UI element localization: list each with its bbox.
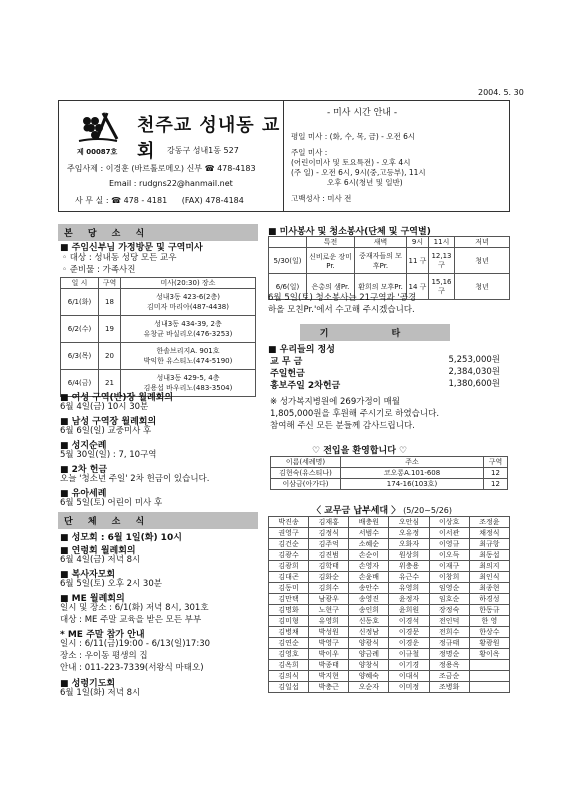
mass-line: (주 일) - 오전 6시, 9시(중,고등부), 11시 — [291, 168, 426, 177]
venue-address: 성내3동 429-5, 4층 — [156, 374, 220, 382]
service-title: ■ 미사봉사 및 청소봉사(단체 및 구역별) — [268, 227, 431, 237]
group-item-title: ■ ME 월례회의 — [60, 594, 125, 604]
group-item-text: 장소 : 우이동 평생의 집 — [60, 651, 148, 661]
table-cell: 6/6(일) — [269, 274, 307, 300]
bulletin-date: 2004. 5. 30 — [478, 88, 524, 97]
payer-name: 권영구 — [269, 528, 309, 539]
venue-address: 성내3동 434-39, 2층 — [154, 320, 222, 328]
phone-icon: ☎ — [111, 196, 122, 205]
payer-name: 김미형 — [269, 616, 309, 627]
payer-name: 손윤배 — [349, 572, 389, 583]
payer-name: 이상호 — [429, 517, 469, 528]
payer-name: 김병채 — [269, 627, 309, 638]
payer-name: 김학태 — [309, 561, 349, 572]
offering-value: 5,253,000원 — [448, 355, 500, 365]
payer-name: 황광원 — [469, 638, 509, 649]
payer-name: 조금순 — [429, 671, 469, 682]
welfare-note: 1,805,000원을 후원해 주시기로 하였습니다. — [270, 409, 440, 419]
table-header: 미사(20:30) 장소 — [121, 278, 256, 289]
table-cell: 12,13 구 — [429, 248, 455, 274]
payer-name: 황이옥 — [469, 649, 509, 660]
offering-value: 1,380,600원 — [448, 379, 500, 389]
table-row — [269, 517, 510, 528]
service-note: 하올 모친Pr.'에서 수고해 주시겠습니다. — [268, 305, 415, 315]
table-row — [269, 528, 510, 539]
parish-news-heading: 본 당 소 식 — [58, 224, 258, 241]
payer-name: 한 영 — [469, 616, 509, 627]
payer-name: 양혜숙 — [349, 671, 389, 682]
payers-period: (5/20~5/26) — [403, 506, 453, 515]
table-cell: 20 — [99, 343, 121, 370]
payer-name: 전희수 — [429, 627, 469, 638]
service-table — [268, 236, 510, 300]
payer-name: 이미정 — [389, 682, 429, 693]
bulletin-header — [58, 100, 510, 212]
payer-name: 유근수 — [389, 572, 429, 583]
payer-name: 원상희 — [389, 550, 429, 561]
payer-name: 정용옥 — [429, 660, 469, 671]
group-item-title: ■ 성모회 : 6월 1일(화) 10시 — [60, 533, 182, 543]
payer-name: 김주억 — [309, 539, 349, 550]
payer-name: 임영순 — [429, 583, 469, 594]
newcomers-table — [270, 456, 508, 490]
payer-name: 박충근 — [309, 682, 349, 693]
payer-name: 김연순 — [269, 638, 309, 649]
etc-heading: 기 타 — [300, 324, 450, 341]
payer-name: 김의식 — [269, 671, 309, 682]
payer-name: 장정숙 — [429, 605, 469, 616]
table-row — [269, 550, 510, 561]
visit-title: ■ 주임신부님 가정방문 및 구역미사 — [60, 243, 203, 253]
payer-name: 박이우 — [309, 649, 349, 660]
table-cell — [121, 343, 256, 370]
visit-line: ◦ 대상 : 성내동 성당 모든 교우 — [62, 253, 177, 263]
payer-name: 임호순 — [429, 594, 469, 605]
phone-icon: ☎ — [204, 164, 215, 173]
payer-name: 최규항 — [469, 539, 509, 550]
notice-item-title: ■ 2차 헌금 — [60, 465, 108, 475]
notice-item-title: ■ 유아세례 — [60, 489, 107, 499]
mass-line: 평일 미사 : (화, 수, 목, 금) - 오전 6시 — [291, 132, 416, 141]
payer-name: 위충용 — [389, 561, 429, 572]
table-row — [269, 627, 510, 638]
payer-name: 양금례 — [349, 649, 389, 660]
venue-host: 김미자 마리아(487-4438) — [147, 303, 229, 311]
table-row — [269, 539, 510, 550]
church-address: 강동구 성내1동 527 — [167, 146, 239, 155]
group-news-heading: 단 체 소 식 — [58, 512, 258, 529]
church-name: 천주교 성내동 교회 — [137, 115, 281, 162]
table-cell: 6/2(수) — [61, 316, 99, 343]
church-info — [59, 101, 284, 211]
notice-item-title: ■ 남성 구역장 월례회의 — [60, 417, 157, 427]
table-cell — [121, 316, 256, 343]
table-header-row — [269, 237, 510, 248]
notice-item-text: 오늘 '청소년 주일' 2차 헌금이 있습니다. — [60, 474, 210, 484]
offering-value: 2,384,030원 — [448, 367, 500, 377]
table-cell: 코오롱A.101-608 — [341, 468, 484, 479]
offering-label: 홍보주일 2차헌금 — [270, 381, 341, 391]
payer-name: 한동규 — [469, 605, 509, 616]
table-row — [269, 660, 510, 671]
payer-name: 이재구 — [429, 561, 469, 572]
table-row — [269, 561, 510, 572]
payer-name: 최동섭 — [469, 550, 509, 561]
payer-name: 신정남 — [349, 627, 389, 638]
table-cell: 15,16 구 — [429, 274, 455, 300]
notice-item-text: 5월 30일(일) : 7, 10구역 — [60, 450, 157, 460]
payer-name: 김만택 — [269, 594, 309, 605]
payer-name: 최의지 — [469, 561, 509, 572]
table-cell: 이삼금(아가다) — [271, 479, 341, 490]
table-cell: 6/1(화) — [61, 289, 99, 316]
payer-name — [469, 682, 509, 693]
table-cell: 18 — [99, 289, 121, 316]
payer-name: 소혜순 — [349, 539, 389, 550]
payer-name: 정규태 — [429, 638, 469, 649]
table-header: 주소 — [341, 457, 484, 468]
payers-heading — [312, 503, 452, 516]
visit-line: ◦ 준비물 : 가족사진 — [62, 265, 136, 275]
group-item-title: ■ 연령회 월례회의 — [60, 546, 136, 556]
payer-name: 박지현 — [309, 671, 349, 682]
offering-label: 교 무 금 — [270, 357, 303, 367]
payer-name: 손영자 — [349, 561, 389, 572]
table-cell: 김현숙(유스티나) — [271, 468, 341, 479]
payer-name: 손순이 — [349, 550, 389, 561]
payer-name: 박성원 — [309, 627, 349, 638]
pastor-name: 주임사제 : 이경훈 (바르톨로메오) 신부 — [67, 164, 203, 173]
payer-name: 박종태 — [309, 660, 349, 671]
payer-name: 최종현 — [469, 583, 509, 594]
office-line — [75, 195, 244, 206]
payer-name: 조병화 — [429, 682, 469, 693]
service-note: 6월 5일(토) 청소봉사는 21구역과 '공경 — [268, 293, 417, 303]
venue-host: 김용섭 바우리노(483-3504) — [143, 384, 233, 392]
pastor-line — [67, 163, 256, 174]
fax-number: (FAX) 478-4184 — [181, 196, 244, 205]
table-cell: 11 구 — [407, 248, 429, 274]
mass-times-title: - 미사 시간 안내 - — [327, 108, 398, 118]
table-row — [269, 248, 510, 274]
payer-name: 오유정 — [389, 528, 429, 539]
table-row — [271, 468, 508, 479]
payer-name: 이대식 — [389, 671, 429, 682]
table-header — [269, 237, 307, 248]
table-cell: 중재자들의 모후Pr. — [355, 248, 407, 274]
payer-name: 조정윤 — [469, 517, 509, 528]
group-item-text: 6월 4일(금) 저녁 8시 — [60, 555, 141, 565]
payer-name: 김재홍 — [309, 517, 349, 528]
table-header: 특전 — [307, 237, 355, 248]
pastor-phone: 478-4183 — [217, 164, 256, 173]
notice-item-text: 6월 5일(토) 어린이 미사 후 — [60, 498, 163, 508]
payers-table — [268, 516, 510, 693]
payer-name: 신동호 — [349, 616, 389, 627]
welfare-note: 참여해 주신 모든 분들께 감사드립니다. — [270, 421, 415, 431]
group-item-text: 대상 : ME 주말 교육을 받은 모든 부부 — [60, 615, 202, 625]
table-cell: 신비로운 장미Pr. — [307, 248, 355, 274]
payer-name: 김광수 — [269, 550, 309, 561]
table-header: 이름(세례명) — [271, 457, 341, 468]
payer-name: 오안심 — [389, 517, 429, 528]
table-cell: 청년 — [455, 274, 510, 300]
newcomers-title: ♡ 전입을 환영합니다 ♡ — [312, 446, 408, 456]
welfare-note: ※ 성가복지병원에 269가정이 매월 — [270, 397, 400, 407]
payer-name: 윤희원 — [389, 605, 429, 616]
payer-name: 김정식 — [309, 528, 349, 539]
table-header: 구역 — [484, 457, 508, 468]
table-cell: 청년 — [455, 248, 510, 274]
payer-name: 김옥희 — [269, 660, 309, 671]
payer-name — [469, 660, 509, 671]
payer-name: 김일섭 — [269, 682, 309, 693]
venue-address: 성내3동 423-6(2층) — [156, 293, 220, 301]
table-cell: 6/4(금) — [61, 370, 99, 397]
mass-line: 고백성사 : 미사 전 — [291, 194, 352, 203]
offering-label: 주일헌금 — [270, 369, 305, 379]
table-cell — [121, 289, 256, 316]
table-row — [269, 616, 510, 627]
payer-name: 오화자 — [389, 539, 429, 550]
payer-name: 채정식 — [469, 528, 509, 539]
table-cell: 5/30(일) — [269, 248, 307, 274]
payer-name: 김건순 — [269, 539, 309, 550]
venue-host: 유창균 바실리오(476-3253) — [143, 330, 233, 338]
group-item-title: ■ 복사자모회 — [60, 570, 116, 580]
payer-name: 양창식 — [349, 660, 389, 671]
payer-name: 양광식 — [349, 638, 389, 649]
office-phone: 478 - 4181 — [123, 196, 168, 205]
issue-number: 제 00087호 — [77, 148, 118, 156]
table-cell: 6/3(목) — [61, 343, 99, 370]
payer-name: 송영진 — [349, 594, 389, 605]
payer-name: 김광희 — [269, 561, 309, 572]
payer-name: 송인희 — [349, 605, 389, 616]
payer-name: 최인식 — [469, 572, 509, 583]
email-address: Email : rudgns22@hanmail.net — [109, 179, 233, 188]
visit-schedule-table — [60, 277, 256, 397]
mass-line: 오후 6시(청년 및 일반) — [327, 178, 403, 187]
payer-name: 송안수 — [349, 583, 389, 594]
venue-host: 박익한 유스티노(474-5190) — [143, 357, 233, 365]
table-row — [269, 649, 510, 660]
payer-name: 이경석 — [389, 616, 429, 627]
table-row — [269, 605, 510, 616]
sincerity-title: ■ 우리들의 정성 — [268, 345, 335, 355]
notice-item-title: ■ 여성 구역(반)장 월례회의 — [60, 393, 174, 403]
group-item-text: 6월 1일(화) 저녁 8시 — [60, 688, 141, 698]
payer-name: 이오득 — [429, 550, 469, 561]
payer-name: 김영호 — [269, 649, 309, 660]
table-header-row — [271, 457, 508, 468]
table-row — [271, 479, 508, 490]
payer-name: 김화순 — [309, 572, 349, 583]
table-cell: 21 — [99, 370, 121, 397]
payer-name: 서범수 — [349, 528, 389, 539]
payer-name: 윤정자 — [389, 594, 429, 605]
payer-name: 김동미 — [269, 583, 309, 594]
table-cell: 14 구 — [407, 274, 429, 300]
payer-name: 오순자 — [349, 682, 389, 693]
payer-name: 이기경 — [389, 660, 429, 671]
table-row — [269, 638, 510, 649]
group-item-text: 6월 5일(토) 오후 2시 30분 — [60, 579, 162, 589]
table-row — [61, 316, 256, 343]
table-row — [61, 343, 256, 370]
payer-name: 정명순 — [429, 649, 469, 660]
table-header: 일 시 — [61, 278, 99, 289]
table-row — [61, 289, 256, 316]
payer-name: 김대곤 — [269, 572, 309, 583]
notice-item-text: 6월 4일(금) 10시 30분 — [60, 402, 149, 412]
payer-name: 이경운 — [389, 638, 429, 649]
table-row — [269, 572, 510, 583]
payer-name: 김명화 — [269, 605, 309, 616]
table-row — [269, 682, 510, 693]
group-item-text: 일시 및 장소 : 6/1(화) 저녁 8시, 301호 — [60, 603, 209, 613]
table-header-row — [61, 278, 256, 289]
payer-name: 전인덕 — [429, 616, 469, 627]
mass-line: 주일 미사 : — [291, 148, 328, 157]
payer-name: 김희수 — [309, 583, 349, 594]
table-header: 9시 — [407, 237, 429, 248]
payer-name — [469, 671, 509, 682]
notice-item-title: ■ 성지순례 — [60, 441, 107, 451]
table-header: 11시 — [429, 237, 455, 248]
payer-name: 하경성 — [469, 594, 509, 605]
table-row — [269, 671, 510, 682]
table-header: 새벽 — [355, 237, 407, 248]
grape-cross-logo-icon — [77, 109, 119, 147]
payer-name: 유영희 — [309, 616, 349, 627]
group-item-text: 일시 : 6/11(금)19:00 - 6/13(일)17:30 — [60, 639, 211, 649]
payer-name: 한상수 — [469, 627, 509, 638]
table-cell: 19 — [99, 316, 121, 343]
payer-name: 배충원 — [349, 517, 389, 528]
table-header: 구역 — [99, 278, 121, 289]
group-item-title: ■ 성령기도회 — [60, 679, 116, 689]
payer-name: 박영구 — [309, 638, 349, 649]
payer-name: 남광우 — [309, 594, 349, 605]
payer-name: 이영규 — [429, 539, 469, 550]
office-label: 사 무 실 : — [75, 196, 109, 205]
payer-name: 노현구 — [309, 605, 349, 616]
notice-item-text: 6월 6일(일) 교중미사 후 — [60, 426, 152, 436]
venue-address: 한솔브리지A. 901호 — [156, 347, 220, 355]
payer-name: 유영희 — [389, 583, 429, 594]
group-item-text: 안내 : 011-223-7339(서왕식 마태오) — [60, 663, 204, 673]
table-header: 저녁 — [455, 237, 510, 248]
payers-title: 〈 교무금 납부세대 〉 — [312, 506, 401, 516]
payer-name: 이서관 — [429, 528, 469, 539]
table-cell: 174-16(103호) — [341, 479, 484, 490]
payer-name: 박진송 — [269, 517, 309, 528]
table-cell: 은총의 샘Pr. — [307, 274, 355, 300]
table-cell: 환희의 모후Pr. — [355, 274, 407, 300]
payer-name: 김진범 — [309, 550, 349, 561]
table-cell: 12 — [484, 479, 508, 490]
group-item-title: * ME 주말 참가 안내 — [60, 630, 145, 640]
table-row — [269, 594, 510, 605]
table-row — [269, 583, 510, 594]
table-cell: 12 — [484, 468, 508, 479]
payer-name: 이경문 — [389, 627, 429, 638]
payer-name: 이창희 — [429, 572, 469, 583]
mass-line: (어린이미사 및 토요특전) - 오후 4시 — [291, 158, 411, 167]
payer-name: 이규철 — [389, 649, 429, 660]
